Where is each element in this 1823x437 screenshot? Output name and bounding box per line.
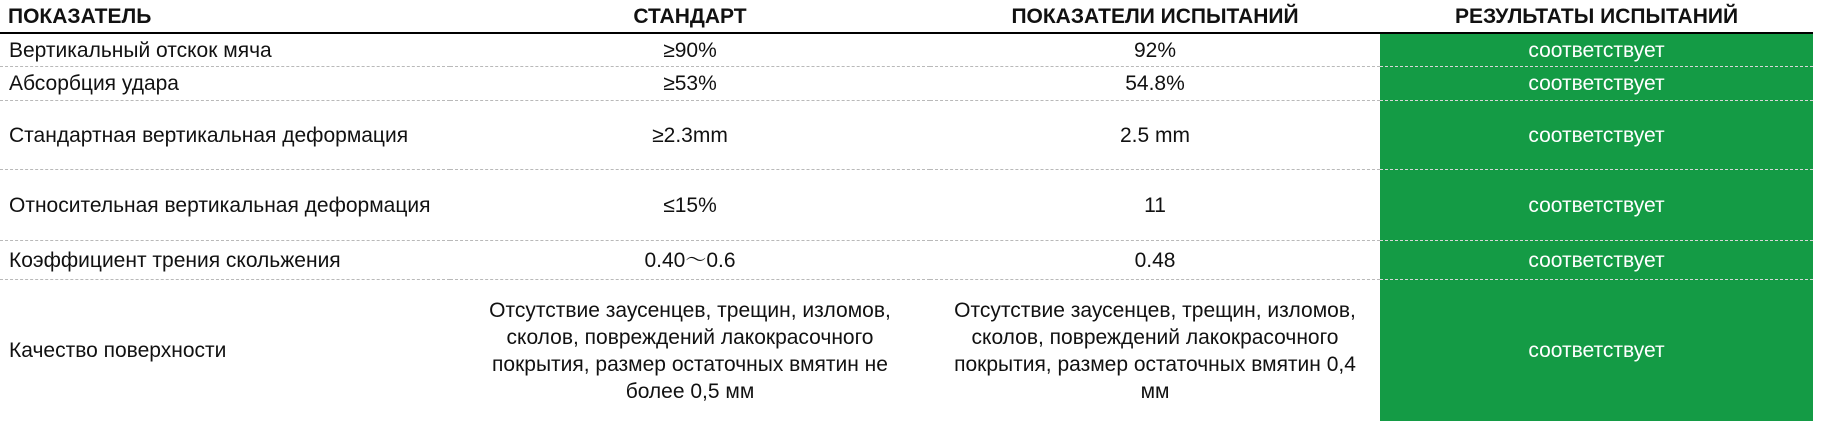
table-body	[0, 33, 1813, 421]
result-cell: соответствует	[1380, 101, 1813, 170]
header-standard: СТАНДАРТ	[450, 2, 930, 33]
standard-cell: ≥2.3mm	[450, 101, 930, 170]
standard-cell: 0.40～0.6	[450, 241, 930, 280]
standard-cell: ≤15%	[450, 170, 930, 241]
header-row	[0, 2, 1813, 33]
table-row	[0, 67, 1813, 101]
header-measured: ПОКАЗАТЕЛИ ИСПЫТАНИЙ	[930, 2, 1380, 33]
result-cell: соответствует	[1380, 67, 1813, 101]
measured-cell: Отсутствие заусенцев, трещин, изломов, сколов, повреждений лакокрасочного покрытия, размер остаточных вмятин 0,4 мм	[954, 298, 1356, 403]
result-cell: соответствует	[1380, 241, 1813, 280]
standard-cell: ≥90%	[450, 33, 930, 67]
table-row	[0, 33, 1813, 67]
table-row	[0, 241, 1813, 280]
measured-cell: 2.5 mm	[930, 101, 1380, 170]
table-row	[0, 280, 1813, 422]
result-cell: соответствует	[1380, 170, 1813, 241]
table-row	[0, 170, 1813, 241]
test-results-table	[0, 2, 1813, 421]
measured-cell: 92%	[930, 33, 1380, 67]
parameter-cell: Стандартная вертикальная деформация	[0, 101, 450, 170]
result-cell: соответствует	[1380, 33, 1813, 67]
standard-cell: ≥53%	[450, 67, 930, 101]
measured-cell: 11	[930, 170, 1380, 241]
parameter-cell: Коэффициент трения скольжения	[0, 241, 450, 280]
measured-cell: 54.8%	[930, 67, 1380, 101]
table-header	[0, 2, 1813, 33]
standard-cell: Отсутствие заусенцев, трещин, изломов, сколов, повреждений лакокрасочного покрытия, размер остаточных вмятин не более 0,5 мм	[489, 298, 891, 403]
parameter-cell: Относительная вертикальная деформация	[0, 170, 450, 241]
header-parameter: ПОКАЗАТЕЛЬ	[0, 2, 450, 33]
header-result: РЕЗУЛЬТАТЫ ИСПЫТАНИЙ	[1380, 2, 1813, 33]
table-row	[0, 101, 1813, 170]
parameter-cell: Абсорбция удара	[0, 67, 450, 101]
parameter-cell: Качество поверхности	[9, 339, 227, 362]
result-cell: соответствует	[1380, 280, 1813, 422]
measured-cell: 0.48	[930, 241, 1380, 280]
parameter-cell: Вертикальный отскок мяча	[0, 33, 450, 67]
